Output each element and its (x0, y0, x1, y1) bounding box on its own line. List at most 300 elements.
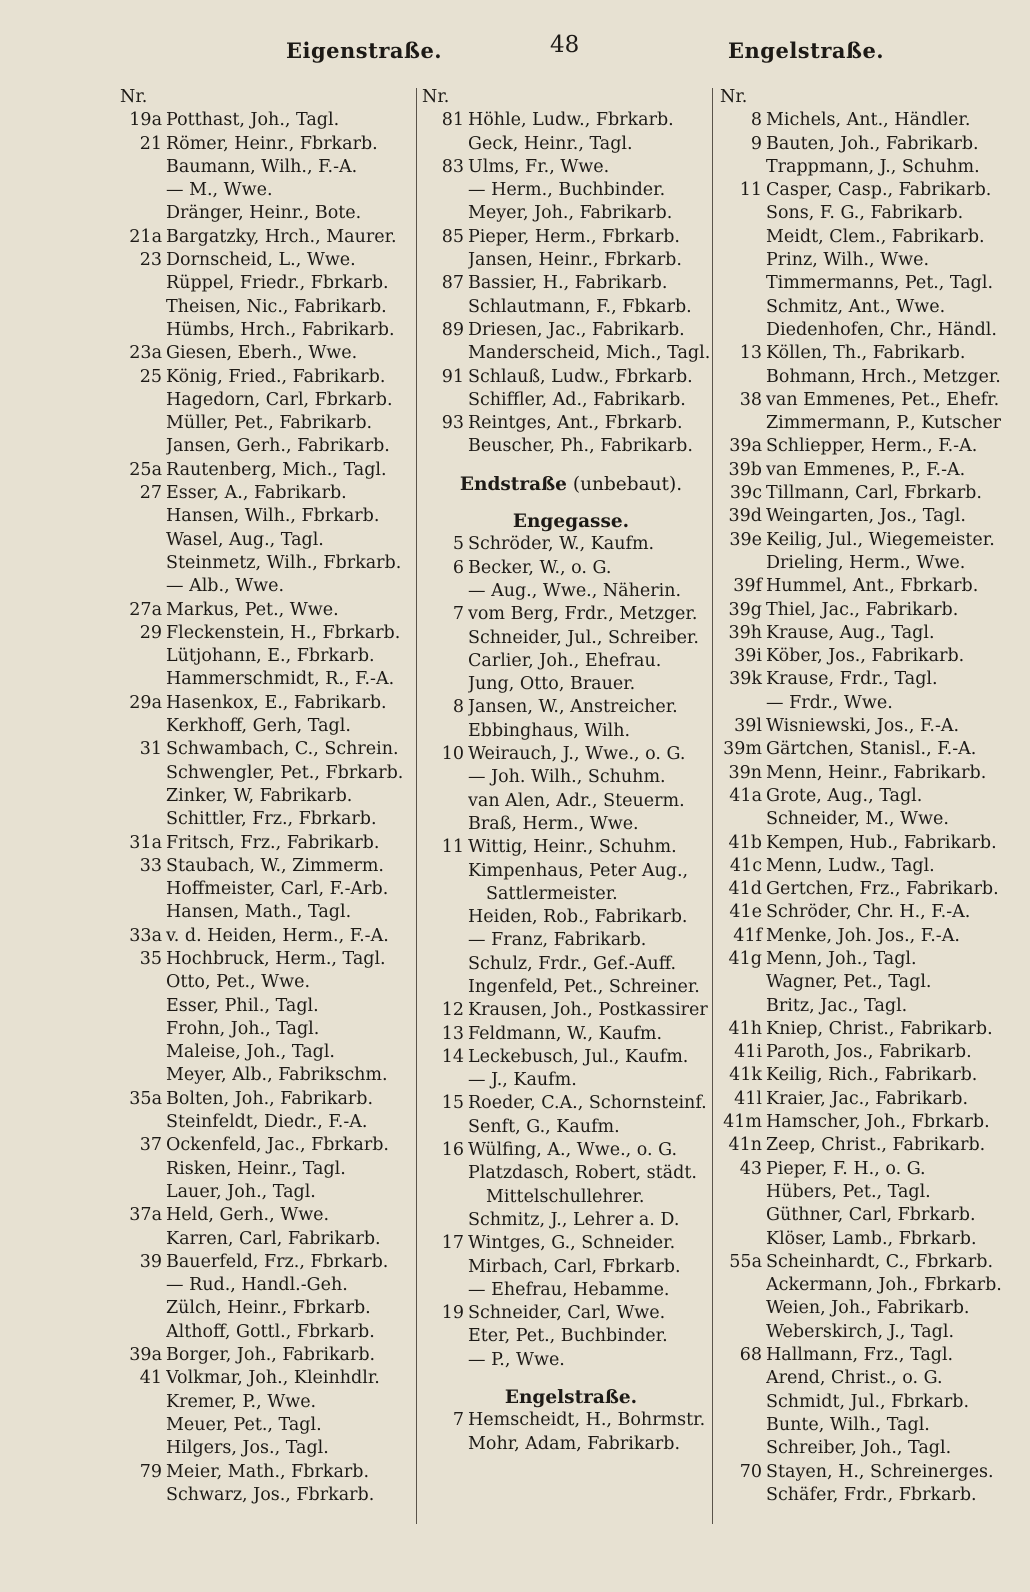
resident-text: Lütjohann, E., Fbrkarb. (166, 646, 375, 667)
resident-text: Wisniewski, Jos., F.-A. (766, 716, 960, 737)
page-number: 48 (550, 32, 580, 58)
directory-entry (422, 860, 720, 883)
house-number (422, 342, 468, 365)
resident-text: Zimmermann, P., Kutscher (766, 413, 1002, 434)
directory-entry (120, 1484, 420, 1507)
directory-entry (120, 1461, 420, 1484)
house-number (422, 1349, 468, 1372)
directory-entry (720, 832, 1016, 855)
resident-text: Zülch, Heinr., Fbrkarb. (166, 1298, 371, 1319)
directory-entry (720, 1064, 1016, 1087)
directory-entry (120, 878, 420, 901)
street-heading (422, 510, 720, 533)
street-heading (422, 1386, 720, 1409)
directory-entry (120, 296, 420, 319)
house-number: 35a (129, 1088, 162, 1109)
resident-text: Kerkhoff, Gerh, Tagl. (166, 716, 351, 737)
directory-entry (120, 179, 420, 202)
house-number: 41 (139, 1368, 162, 1389)
directory-entry (720, 878, 1016, 901)
resident-text: Hummel, Ant., Fbrkarb. (766, 576, 979, 597)
resident-text: Zinker, W, Fabrikarb. (166, 785, 353, 806)
resident-text: Meidt, Clem., Fabrikarb. (766, 226, 985, 247)
house-number (120, 1391, 166, 1414)
house-number (720, 808, 766, 831)
directory-entry (422, 1162, 720, 1185)
house-number: 11 (739, 180, 762, 201)
directory-entry (422, 202, 720, 225)
directory-entry (120, 226, 420, 249)
resident-text: Hilgers, Jos., Tagl. (166, 1438, 329, 1459)
house-number (120, 179, 166, 202)
directory-entry (720, 762, 1016, 785)
resident-text: Wasel, Aug., Tagl. (166, 529, 324, 550)
house-number (422, 202, 468, 225)
house-number (120, 1111, 166, 1134)
resident-text: — Herm., Buchbinder. (468, 180, 666, 201)
resident-text: Bolten, Joh., Fabrikarb. (166, 1088, 374, 1109)
resident-text: Schwambach, C., Schrein. (166, 739, 399, 760)
resident-text: Menn, Ludw., Tagl. (766, 855, 935, 876)
house-number (120, 389, 166, 412)
resident-text: Ingenfeld, Pet., Schreiner. (468, 976, 700, 997)
directory-entry (120, 1041, 420, 1064)
directory-entry (720, 948, 1016, 971)
directory-entry (720, 482, 1016, 505)
directory-entry (120, 762, 420, 785)
directory-entry (120, 948, 420, 971)
house-number (120, 319, 166, 342)
house-number (422, 976, 468, 999)
resident-text: Meuer, Pet., Tagl. (166, 1414, 322, 1435)
resident-text: Schneider, Jul., Schreiber. (468, 627, 699, 648)
house-number (120, 529, 166, 552)
resident-text: Hagedorn, Carl, Fbrkarb. (166, 389, 393, 410)
column-2 (422, 86, 720, 1456)
house-number (120, 552, 166, 575)
resident-text: Schmitz, J., Lehrer a. D. (468, 1209, 680, 1230)
number-header: Nr. (720, 87, 748, 107)
directory-entry (422, 976, 720, 999)
house-number: 37 (139, 1135, 162, 1156)
resident-text: Sons, F. G., Fabrikarb. (766, 203, 964, 224)
house-number (120, 1437, 166, 1460)
resident-text: Bassier, H., Fabrikarb. (468, 273, 668, 294)
house-number (720, 1297, 766, 1320)
resident-text: Kremer, P., Wwe. (166, 1391, 317, 1412)
resident-text: Giesen, Eberh., Wwe. (166, 343, 358, 364)
directory-entry (720, 995, 1016, 1018)
directory-entry (720, 1367, 1016, 1390)
house-number (422, 720, 468, 743)
house-number (422, 435, 468, 458)
house-number: 41b (728, 832, 762, 853)
resident-text: Jansen, W., Anstreicher. (468, 697, 678, 718)
house-number (720, 1204, 766, 1227)
resident-text: Wintges, G., Schneider. (468, 1233, 676, 1254)
directory-entry (720, 692, 1016, 715)
house-number (720, 1367, 766, 1390)
house-number: 41a (729, 785, 762, 806)
resident-text: Pieper, F. H., o. G. (766, 1158, 926, 1179)
house-number (720, 1437, 766, 1460)
directory-entry (422, 226, 720, 249)
directory-entry (422, 342, 720, 365)
house-number: 23 (139, 250, 162, 271)
resident-text (453, 86, 720, 109)
house-number (720, 1391, 766, 1414)
resident-text: Schittler, Frz., Fbrkarb. (166, 809, 377, 830)
house-number: 7 (452, 1410, 464, 1431)
directory-entry (120, 1134, 420, 1157)
directory-entry (120, 1064, 420, 1087)
house-number (120, 1018, 166, 1041)
running-head-right: Engelstraße. (728, 38, 885, 63)
house-number: 70 (739, 1461, 762, 1482)
directory-entry (422, 557, 720, 580)
resident-text (151, 86, 420, 109)
resident-text: Prinz, Wilh., Wwe. (766, 250, 930, 271)
house-number: 12 (441, 1000, 464, 1021)
resident-text: Kniep, Christ., Fabrikarb. (766, 1018, 993, 1039)
resident-text: Stayen, H., Schreinerges. (766, 1461, 994, 1482)
resident-text: Steinmetz, Wilh., Fbrkarb. (166, 552, 402, 573)
directory-entry (120, 505, 420, 528)
resident-text: Meier, Math., Fbrkarb. (166, 1461, 370, 1482)
directory-entry (720, 1461, 1016, 1484)
resident-text: Eter, Pet., Buchbinder. (468, 1326, 668, 1347)
house-number (422, 1325, 468, 1348)
directory-entry (422, 1069, 720, 1092)
directory-entry (720, 1297, 1016, 1320)
house-number: 43 (739, 1158, 762, 1179)
directory-entry (422, 1209, 720, 1232)
resident-text: Schröder, W., Kaufm. (468, 534, 655, 555)
resident-text: Weirauch, J., Wwe., o. G. (468, 744, 686, 765)
resident-text: Fleckenstein, H., Fbrkarb. (166, 622, 401, 643)
directory-entry (720, 1251, 1016, 1274)
resident-text: Hübers, Pet., Tagl. (766, 1181, 931, 1202)
directory-entry (120, 272, 420, 295)
house-number: 33 (139, 855, 162, 876)
house-number: 41n (728, 1135, 762, 1156)
resident-text: Keilig, Rich., Fabrikarb. (766, 1065, 978, 1086)
house-number (120, 1158, 166, 1181)
directory-entry (422, 883, 720, 906)
resident-text: Hemscheidt, H., Bohrmstr. (468, 1410, 706, 1431)
directory-entry (120, 459, 420, 482)
resident-text: Hansen, Wilh., Fbrkarb. (166, 506, 380, 527)
resident-text: Rüppel, Friedr., Fbrkarb. (166, 273, 389, 294)
resident-text: Timmermanns, Pet., Tagl. (766, 273, 994, 294)
directory-entry (422, 1186, 720, 1209)
house-number (422, 813, 468, 836)
resident-text: Staubach, W., Zimmerm. (166, 855, 384, 876)
house-number (422, 1433, 468, 1456)
house-number (120, 1228, 166, 1251)
directory-entry (422, 533, 720, 556)
resident-text: Krause, Aug., Tagl. (766, 622, 935, 643)
resident-text: Gertchen, Frz., Fabrikarb. (766, 879, 999, 900)
house-number (120, 1041, 166, 1064)
directory-entry (422, 272, 720, 295)
house-number: 39f (733, 576, 762, 597)
directory-entry (422, 412, 720, 435)
directory-entry (422, 580, 720, 603)
resident-text: Schulz, Frdr., Gef.-Auff. (468, 953, 677, 974)
directory-entry (422, 696, 720, 719)
directory-entry (120, 1204, 420, 1227)
resident-text (751, 86, 1016, 109)
directory-entry (422, 1256, 720, 1279)
directory-entry (120, 109, 420, 132)
spacer (422, 1372, 720, 1386)
resident-text: Tillmann, Carl, Fbrkarb. (766, 483, 982, 504)
resident-text: Feldmann, W., Kaufm. (468, 1023, 663, 1044)
resident-text: Held, Gerh., Wwe. (166, 1205, 330, 1226)
resident-text: Köllen, Th., Fabrikarb. (766, 343, 966, 364)
resident-text: Althoff, Gottl., Fbrkarb. (166, 1321, 375, 1342)
house-number (720, 552, 766, 575)
directory-entry (120, 1344, 420, 1367)
house-number (720, 995, 766, 1018)
resident-text: Schwarz, Jos., Fbrkarb. (166, 1484, 375, 1505)
house-number: 55a (729, 1251, 762, 1272)
directory-entry (120, 1251, 420, 1274)
column-header (120, 86, 420, 109)
directory-entry (720, 552, 1016, 575)
resident-text: Bauerfeld, Frz., Fbrkarb. (166, 1251, 389, 1272)
house-number (720, 296, 766, 319)
resident-text: Platzdasch, Robert, städt. (468, 1163, 697, 1184)
directory-entry (422, 1279, 720, 1302)
street-heading (422, 473, 720, 496)
resident-text: Ackermann, Joh., Fbrkarb. (766, 1275, 1002, 1296)
resident-text: Volkmar, Joh., Kleinhdlr. (166, 1368, 380, 1389)
resident-text: Krausen, Joh., Postkassirer (468, 1000, 708, 1021)
resident-text: — J., Kaufm. (468, 1070, 577, 1091)
directory-entry (720, 1041, 1016, 1064)
street-name: Endstraße (459, 473, 567, 495)
house-number (120, 575, 166, 598)
directory-entry (422, 1139, 720, 1162)
directory-entry (120, 971, 420, 994)
directory-entry (720, 226, 1016, 249)
directory-entry (422, 389, 720, 412)
house-number: 10 (441, 744, 464, 765)
resident-text: Reintges, Ant., Fbrkarb. (468, 413, 683, 434)
resident-text: Keilig, Jul., Wiegemeister. (766, 529, 995, 550)
directory-entry (422, 296, 720, 319)
directory-entry (720, 1344, 1016, 1367)
directory-entry (720, 109, 1016, 132)
directory-entry (120, 645, 420, 668)
resident-text: Wagner, Pet., Tagl. (766, 972, 932, 993)
resident-text: Menn, Heinr., Fabrikarb. (766, 762, 987, 783)
house-number (422, 790, 468, 813)
house-number (120, 202, 166, 225)
directory-entry (720, 1158, 1016, 1181)
resident-text: Scheinhardt, C., Fbrkarb. (766, 1251, 994, 1272)
directory-entry (120, 1274, 420, 1297)
house-number: 11 (441, 837, 464, 858)
house-number: 85 (441, 226, 464, 247)
resident-text: Schröder, Chr. H., F.-A. (766, 902, 971, 923)
house-number (120, 762, 166, 785)
house-number (120, 808, 166, 831)
house-number (720, 156, 766, 179)
directory-entry (720, 1274, 1016, 1297)
house-number: 68 (739, 1345, 762, 1366)
resident-text: Weien, Joh., Fabrikarb. (766, 1298, 970, 1319)
house-number (422, 1162, 468, 1185)
resident-text: Dornscheid, L., Wwe. (166, 250, 356, 271)
house-number (120, 1484, 166, 1507)
directory-entry (120, 738, 420, 761)
house-number (720, 319, 766, 342)
resident-text: Menke, Joh. Jos., F.-A. (766, 925, 960, 946)
directory-entry (120, 995, 420, 1018)
directory-entry (422, 1433, 720, 1456)
house-number: 81 (441, 110, 464, 131)
directory-entry (720, 855, 1016, 878)
resident-text: Casper, Casp., Fabrikarb. (766, 180, 992, 201)
house-number: 8 (452, 697, 464, 718)
directory-entry (120, 366, 420, 389)
house-number: 6 (452, 557, 464, 578)
resident-text: Hümbs, Hrch., Fabrikarb. (166, 319, 395, 340)
house-number: 37a (129, 1205, 162, 1226)
directory-entry (720, 901, 1016, 924)
directory-entry (720, 622, 1016, 645)
house-number (422, 766, 468, 789)
house-number (422, 389, 468, 412)
house-number (120, 272, 166, 295)
resident-text: Hammerschmidt, R., F.-A. (166, 669, 395, 690)
resident-text: Lauer, Joh., Tagl. (166, 1181, 316, 1202)
house-number (422, 627, 468, 650)
resident-text: Schmidt, Jul., Fbrkarb. (766, 1391, 970, 1412)
resident-text: Wülfing, A., Wwe., o. G. (468, 1140, 678, 1161)
directory-entry (720, 249, 1016, 272)
house-number (120, 1064, 166, 1087)
directory-entry (422, 1023, 720, 1046)
resident-text: Kraier, Jac., Fabrikarb. (766, 1088, 969, 1109)
resident-text: Wittig, Heinr., Schuhm. (468, 837, 677, 858)
resident-text: Carlier, Joh., Ehefrau. (468, 650, 662, 671)
running-head-left: Eigenstraße. (286, 38, 443, 63)
house-number: 33a (129, 925, 162, 946)
resident-text: Meyer, Alb., Fabrikschm. (166, 1065, 388, 1086)
house-number (422, 1256, 468, 1279)
house-number: 21 (139, 133, 162, 154)
house-number (720, 1484, 766, 1507)
house-number (720, 202, 766, 225)
house-number: 13 (739, 343, 762, 364)
resident-text: König, Fried., Fabrikarb. (166, 366, 386, 387)
resident-text: Borger, Joh., Fabrikarb. (166, 1345, 376, 1366)
house-number (422, 929, 468, 952)
resident-text: Potthast, Joh., Tagl. (166, 110, 340, 131)
directory-entry (720, 459, 1016, 482)
directory-entry (720, 529, 1016, 552)
number-header: Nr. (422, 87, 450, 107)
house-number: 39e (729, 529, 762, 550)
column-3 (720, 86, 1016, 1507)
resident-text: Schreiber, Joh., Tagl. (766, 1438, 952, 1459)
directory-entry (720, 1134, 1016, 1157)
directory-entry (720, 925, 1016, 948)
directory-entry (720, 1391, 1016, 1414)
resident-text: Otto, Pet., Wwe. (166, 972, 311, 993)
resident-text: Zeep, Christ., Fabrikarb. (766, 1135, 986, 1156)
house-number: 83 (441, 156, 464, 177)
house-number: 41i (734, 1042, 762, 1063)
resident-text: Theisen, Nic., Fabrikarb. (166, 296, 387, 317)
resident-text: — Ehefrau, Hebamme. (468, 1279, 670, 1300)
resident-text: Markus, Pet., Wwe. (166, 599, 339, 620)
directory-entry (422, 1302, 720, 1325)
resident-text: Fritsch, Frz., Fabrikarb. (166, 832, 380, 853)
resident-text: Manderscheid, Mich., Tagl. (468, 343, 711, 364)
resident-text: Diedenhofen, Chr., Händl. (766, 319, 997, 340)
resident-text: Köber, Jos., Fabrikarb. (766, 646, 965, 667)
resident-text: Heiden, Rob., Fabrikarb. (468, 907, 688, 928)
house-number (720, 1414, 766, 1437)
house-number: 39l (734, 716, 762, 737)
house-number: 27a (129, 599, 162, 620)
house-number: 39a (729, 436, 762, 457)
directory-entry (120, 901, 420, 924)
resident-text: — P., Wwe. (468, 1349, 565, 1370)
directory-entry (422, 319, 720, 342)
resident-text: — Aug., Wwe., Näherin. (468, 580, 682, 601)
column-1 (120, 86, 420, 1507)
house-number (422, 1186, 468, 1209)
directory-entry (422, 1409, 720, 1432)
resident-text: Müller, Pet., Fabrikarb. (166, 413, 373, 434)
directory-entry (120, 715, 420, 738)
directory-entry (422, 249, 720, 272)
directory-entry (422, 133, 720, 156)
directory-entry (422, 366, 720, 389)
resident-text: — Frdr., Wwe. (766, 692, 893, 713)
directory-entry (422, 999, 720, 1022)
house-number: 27 (139, 483, 162, 504)
resident-text: Rautenberg, Mich., Tagl. (166, 459, 387, 480)
house-number: 41f (733, 925, 762, 946)
resident-text: Jansen, Heinr., Fbrkarb. (468, 250, 682, 271)
resident-text: Risken, Heinr., Tagl. (166, 1158, 346, 1179)
directory-entry (720, 1414, 1016, 1437)
resident-text: Michels, Ant., Händler. (766, 110, 971, 131)
directory-entry (720, 1437, 1016, 1460)
directory-entry (422, 1092, 720, 1115)
directory-entry (720, 645, 1016, 668)
resident-text: Klöser, Lamb., Fbrkarb. (766, 1228, 977, 1249)
directory-entry (422, 1232, 720, 1255)
resident-text: Driesen, Jac., Fabrikarb. (468, 319, 685, 340)
directory-entry (720, 202, 1016, 225)
directory-entry (422, 836, 720, 859)
resident-text: — Alb., Wwe. (166, 576, 285, 597)
house-number: 16 (441, 1140, 464, 1161)
house-number: 39d (728, 506, 762, 527)
house-number: 29a (129, 692, 162, 713)
spacer (422, 459, 720, 473)
resident-text: Britz, Jac., Tagl. (766, 995, 908, 1016)
resident-text: Esser, Phil., Tagl. (166, 995, 319, 1016)
